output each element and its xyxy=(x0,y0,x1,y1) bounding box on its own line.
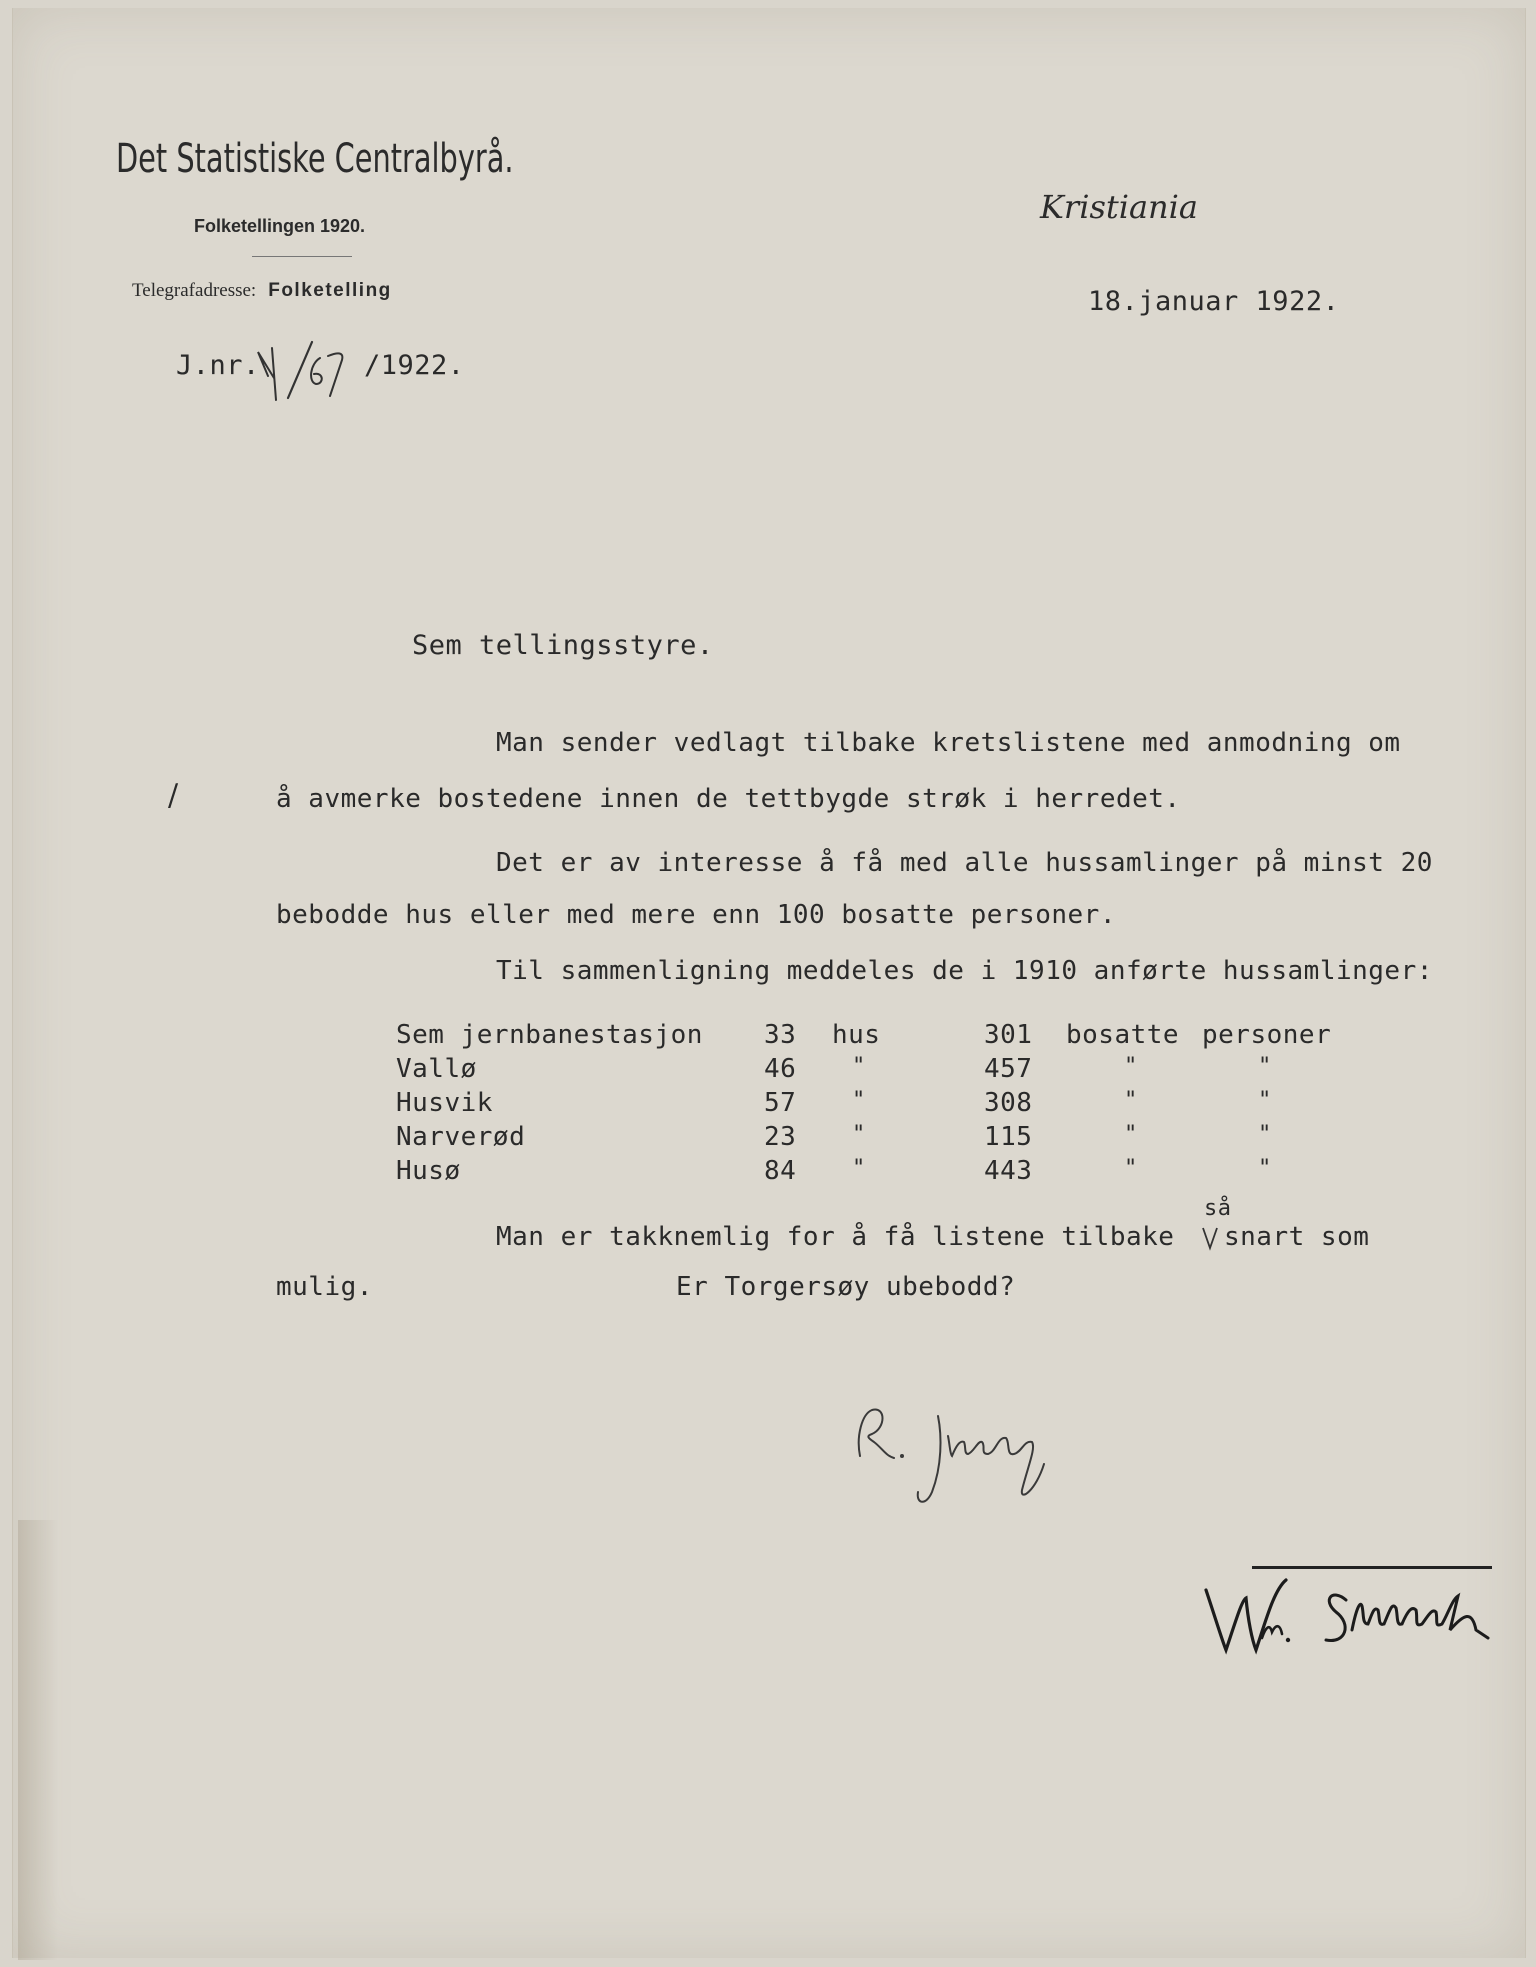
closing-line-1-end: snart som xyxy=(1224,1222,1370,1252)
inserted-word: så xyxy=(1204,1196,1232,1221)
telegraph-address xyxy=(132,280,392,302)
telegraph-label: Telegrafadresse: xyxy=(132,280,257,301)
ditto-mark: " xyxy=(1124,1054,1138,1079)
place-name: Kristiania xyxy=(1040,188,1198,226)
person-count: 308 xyxy=(984,1088,1033,1118)
closing-line-1: Man er takknemlig for å få listene tilbake xyxy=(496,1222,1175,1252)
ditto-mark: " xyxy=(852,1054,866,1079)
settlement-name: Sem jernbanestasjon xyxy=(396,1020,703,1050)
paragraph-3-line-1: Til sammenligning meddeles de i 1910 anførte hussamlinger: xyxy=(496,956,1433,986)
houses-unit: hus xyxy=(832,1020,881,1050)
margin-mark: / xyxy=(168,778,179,813)
letter-date: 18.januar 1922. xyxy=(1088,286,1340,317)
settlement-name: Husvik xyxy=(396,1088,493,1118)
ditto-mark: " xyxy=(852,1122,866,1147)
ditto-mark: " xyxy=(1258,1088,1272,1113)
insertion-caret xyxy=(1200,1226,1220,1252)
telegraph-value: Folketelling xyxy=(268,280,392,301)
settlement-name: Husø xyxy=(396,1156,461,1186)
settlement-name: Vallø xyxy=(396,1054,477,1084)
letterhead-divider xyxy=(252,256,352,257)
ditto-mark: " xyxy=(852,1156,866,1181)
house-count: 46 xyxy=(764,1054,797,1084)
paragraph-1-line-1: Man sender vedlagt tilbake kretslistene med anmodning om xyxy=(496,728,1401,758)
letterhead-institution: Det Statistiske Centralbyrå. xyxy=(116,136,514,182)
ditto-mark: " xyxy=(1124,1122,1138,1147)
salutation: Sem tellingsstyre. xyxy=(412,630,714,661)
house-count: 33 xyxy=(764,1020,797,1050)
ditto-mark: " xyxy=(1124,1088,1138,1113)
house-count: 23 xyxy=(764,1122,797,1152)
person-count: 457 xyxy=(984,1054,1033,1084)
closing-line-2: mulig. xyxy=(276,1272,373,1302)
journal-handwritten-number xyxy=(250,338,360,408)
personer-label: personer xyxy=(1202,1020,1332,1050)
journal-prefix: J.nr. xyxy=(176,350,260,381)
paper-edge-stain xyxy=(18,1520,58,1960)
ditto-mark: " xyxy=(1258,1122,1272,1147)
journal-year: /1922. xyxy=(364,350,465,381)
ditto-mark: " xyxy=(1258,1054,1272,1079)
paragraph-2-line-2: bebodde hus eller med mere enn 100 bosatte personer. xyxy=(276,900,1116,930)
ditto-mark: " xyxy=(1258,1156,1272,1181)
person-count: 443 xyxy=(984,1156,1033,1186)
signature-r-jinsberg xyxy=(846,1396,1076,1516)
person-count: 115 xyxy=(984,1122,1033,1152)
bosatte-label: bosatte xyxy=(1066,1020,1180,1050)
signature-wm-smidewck xyxy=(1196,1560,1496,1690)
ditto-mark: " xyxy=(852,1088,866,1113)
closing-question: Er Torgersøy ubebodd? xyxy=(676,1272,1016,1302)
ditto-mark: " xyxy=(1124,1156,1138,1181)
letterhead-department: Folketellingen 1920. xyxy=(194,216,366,236)
settlement-name: Narverød xyxy=(396,1122,526,1152)
person-count: 301 xyxy=(984,1020,1033,1050)
paragraph-2-line-1: Det er av interesse å få med alle hussamlinger på minst 20 xyxy=(496,848,1433,878)
house-count: 84 xyxy=(764,1156,797,1186)
house-count: 57 xyxy=(764,1088,797,1118)
paragraph-1-line-2: å avmerke bostedene innen de tettbygde strøk i herredet. xyxy=(276,784,1181,814)
